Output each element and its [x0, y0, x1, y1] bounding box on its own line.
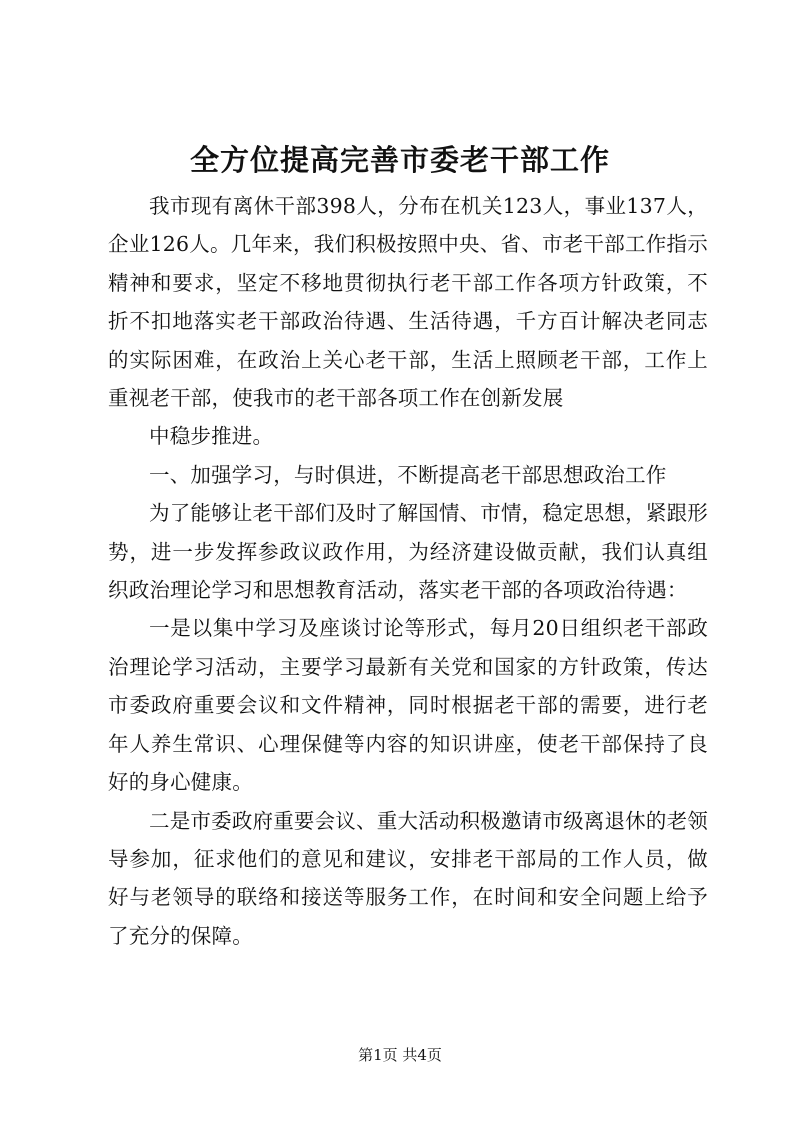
paragraph-item-2: 二是市委政府重要会议、重大活动积极邀请市级离退休的老领导参加，征求他们的意见和建议，安排老干部局的工作人员，做好与老领导的联络和接送等服务工作，在时间和安全问题上给予了充分的保障。: [108, 808, 708, 948]
paragraph-intro: 我市现有离休干部398人，分布在机关123人，事业137人，企业126人。几年来，我们积极按照中央、省、市老干部工作指示精神和要求，坚定不移地贯彻执行老干部工作各项方针政策，不折不扣地落实老干部政治待遇、生活待遇，千方百计解决老同志的实际困难，在政治上关心老干部，生活上照顾老干部，工作上重视老干部，使我市的老干部各项工作在创新发展: [108, 194, 708, 411]
paragraph-section-1-intro: 为了能够让老干部们及时了解国情、市情，稳定思想，紧跟形势，进一步发挥参政议政作用，为经济建设做贡献，我们认真组织政治理论学习和思想教育活动，落实老干部的各项政治待遇：: [108, 501, 708, 603]
section-heading-1: 一、加强学习，与时俱进，不断提高老干部思想政治工作: [149, 462, 667, 487]
document-title: 全方位提高完善市委老干部工作: [189, 143, 610, 177]
document-body: [108, 187, 708, 955]
page-footer: 第1页 共4页: [358, 1046, 442, 1064]
paragraph-item-1: 一是以集中学习及座谈讨论等形式，每月20日组织老干部政治理论学习活动，主要学习最新有关党和国家的方针政策，传达市委政府重要会议和文件精神，同时根据老干部的需要，进行老年人养生常识、心理保健等内容的知识讲座，使老干部保持了良好的身心健康。: [108, 616, 708, 795]
paragraph-intro-continued: 中稳步推进。: [149, 424, 274, 449]
